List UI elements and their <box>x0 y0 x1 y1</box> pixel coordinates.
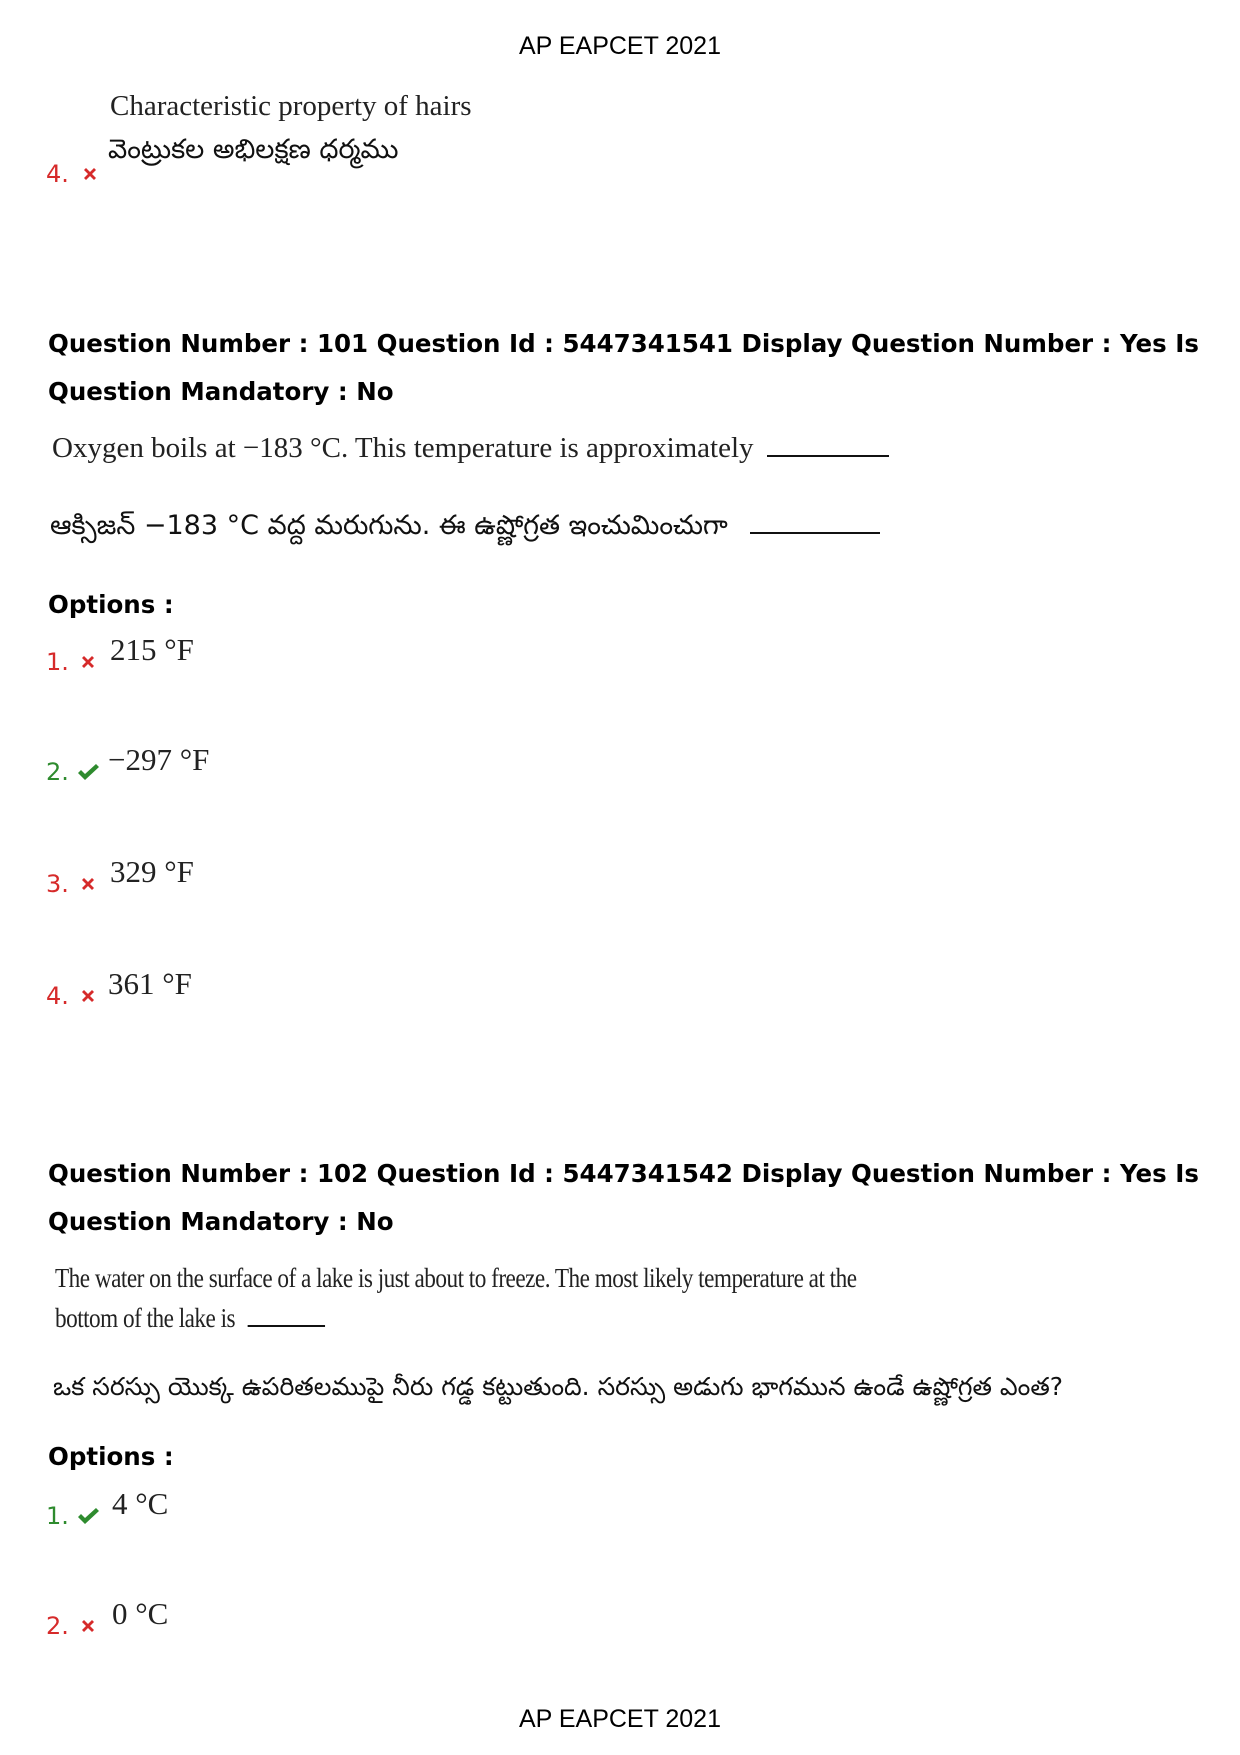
option-2 <box>46 1596 306 1640</box>
cross-icon <box>78 874 98 894</box>
option-2 <box>46 742 306 786</box>
option-number: 2. <box>46 758 69 786</box>
question-text: Oxygen boils at −183 °C. This temperature is approximately <box>52 432 754 464</box>
answer-blank <box>750 532 880 534</box>
option-3 <box>46 854 306 898</box>
page-header: AP EAPCET 2021 <box>519 32 721 60</box>
page-footer: AP EAPCET 2021 <box>519 1705 721 1733</box>
question-101-header: Question Number : 101 Question Id : 5447341541 Display Question Number : Yes Is Question Mandatory : No <box>48 329 1199 406</box>
option-1 <box>46 1486 306 1530</box>
options-label: Options : <box>48 1442 174 1471</box>
question-101-text-en <box>52 432 889 465</box>
option-value: 0 °C <box>112 1596 169 1631</box>
prev-option-text-te: వెంట్రుకల అభిలక్షణ ధర్మము <box>108 134 399 165</box>
prev-option-text-en: Characteristic property of hairs <box>110 90 472 122</box>
answer-blank <box>247 1325 324 1327</box>
cross-icon <box>80 164 100 184</box>
option-4 <box>46 966 306 1010</box>
checkmark-icon <box>76 762 100 782</box>
option-value: −297 °F <box>108 742 210 777</box>
option-number: 4. <box>46 982 69 1010</box>
option-value: 215 °F <box>110 632 194 667</box>
option-number: 2. <box>46 1612 69 1640</box>
options-label: Options : <box>48 590 174 619</box>
option-value: 4 °C <box>112 1486 169 1521</box>
option-1 <box>46 632 306 676</box>
option-number: 3. <box>46 870 69 898</box>
option-number: 1. <box>46 648 69 676</box>
option-number: 1. <box>46 1502 69 1530</box>
option-value: 329 °F <box>110 854 194 889</box>
checkmark-icon <box>76 1506 100 1526</box>
question-text: ఆక్సిజన్ −183 °C వద్ద మరుగును. ఈ ఉష్ణోగ్రత ఇంచుమించుగా <box>50 510 728 541</box>
option-number: 4. <box>46 160 69 188</box>
question-text: bottom of the lake is <box>55 1303 236 1333</box>
option-value: 361 °F <box>108 966 192 1001</box>
question-101-text-te <box>50 510 880 548</box>
cross-icon <box>78 986 98 1006</box>
answer-blank <box>767 455 889 457</box>
prev-option-row <box>46 148 106 188</box>
question-text-line-2 <box>55 1298 856 1338</box>
question-text-line-1: The water on the surface of a lake is just about to freeze. The most likely temperature at the <box>55 1263 857 1293</box>
cross-icon <box>78 652 98 672</box>
cross-icon <box>78 1616 98 1636</box>
question-102-header: Question Number : 102 Question Id : 5447341542 Display Question Number : Yes Is Question Mandatory : No <box>48 1159 1199 1236</box>
question-102-text-te: ఒక సరస్సు యొక్క ఉపరితలముపై నీరు గడ్డ కట్టుతుంది. సరస్సు అడుగు భాగమున ఉండే ఉష్ణోగ్రత ఎంత? <box>53 1372 1064 1401</box>
question-102-text-en <box>55 1258 856 1338</box>
